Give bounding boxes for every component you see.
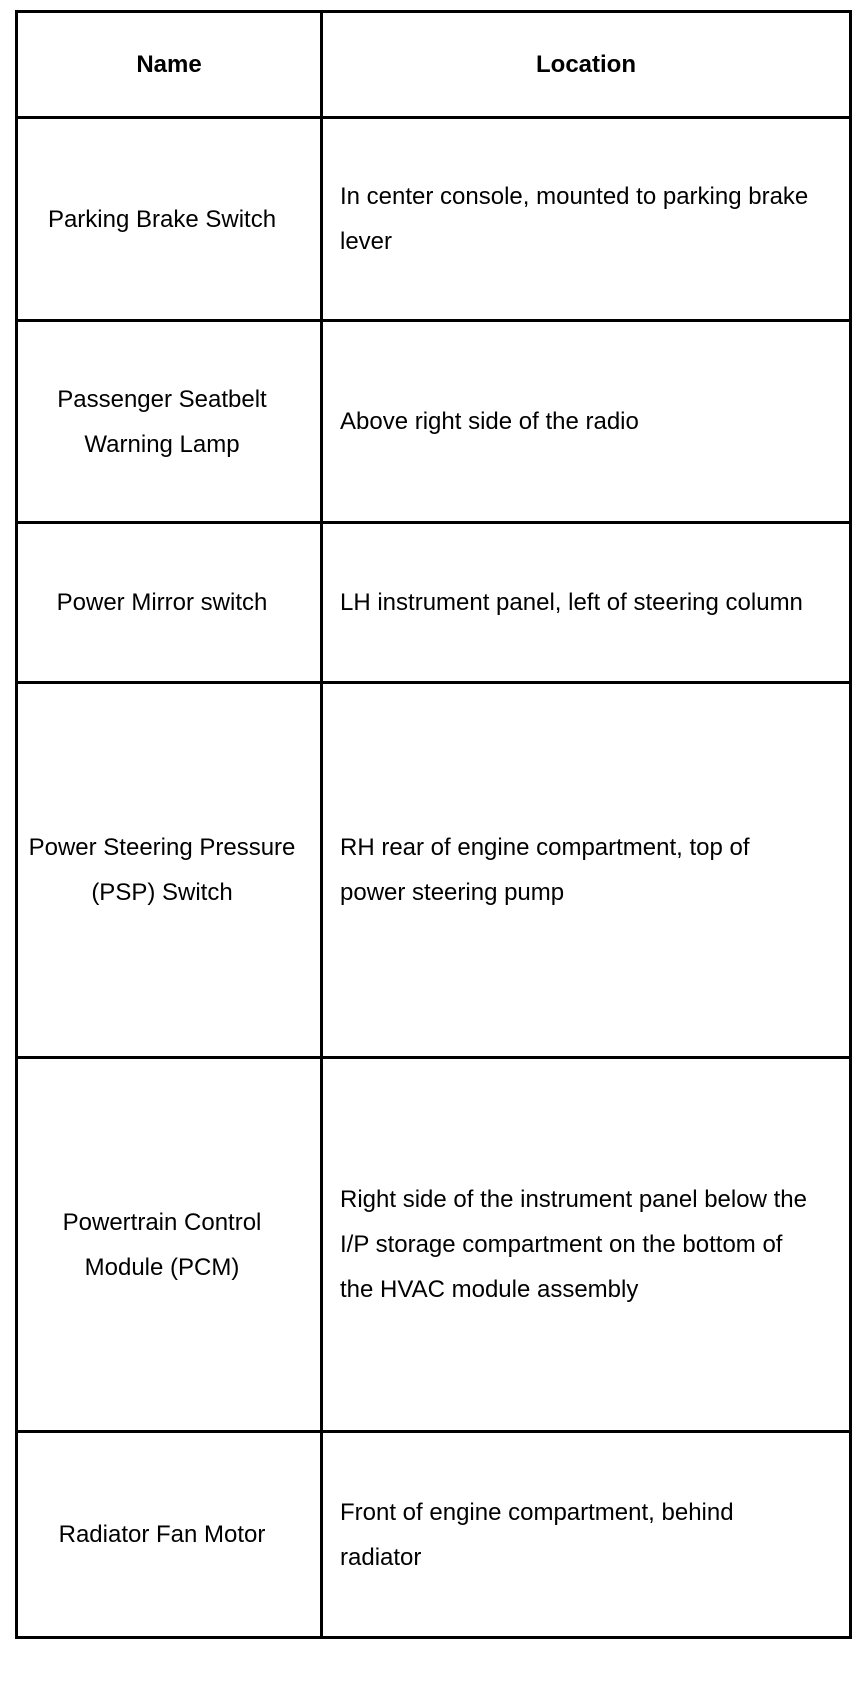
component-name-cell: Passenger Seatbelt Warning Lamp xyxy=(17,321,322,523)
name-column-header: Name xyxy=(17,12,322,118)
location-column-header: Location xyxy=(322,12,851,118)
table-body xyxy=(17,118,851,1638)
table-row xyxy=(17,118,851,321)
component-location-cell: LH instrument panel, left of steering column xyxy=(322,523,851,683)
component-name-cell: Power Steering Pressure (PSP) Switch xyxy=(17,683,322,1058)
component-name-cell: Parking Brake Switch xyxy=(17,118,322,321)
table-row xyxy=(17,683,851,1058)
table-row xyxy=(17,1058,851,1432)
component-location-cell: Right side of the instrument panel below the I/P storage compartment on the bottom of the HVAC module assembly xyxy=(322,1058,851,1432)
component-location-cell: Front of engine compartment, behind radiator xyxy=(322,1432,851,1638)
component-name-cell: Power Mirror switch xyxy=(17,523,322,683)
table-row xyxy=(17,523,851,683)
header-row xyxy=(17,12,851,118)
component-name-cell: Radiator Fan Motor xyxy=(17,1432,322,1638)
component-location-table xyxy=(15,10,852,1639)
component-name-cell: Powertrain Control Module (PCM) xyxy=(17,1058,322,1432)
component-location-cell: In center console, mounted to parking brake lever xyxy=(322,118,851,321)
table-header xyxy=(17,12,851,118)
table-row xyxy=(17,321,851,523)
component-location-cell: Above right side of the radio xyxy=(322,321,851,523)
component-location-cell: RH rear of engine compartment, top of power steering pump xyxy=(322,683,851,1058)
table-row xyxy=(17,1432,851,1638)
